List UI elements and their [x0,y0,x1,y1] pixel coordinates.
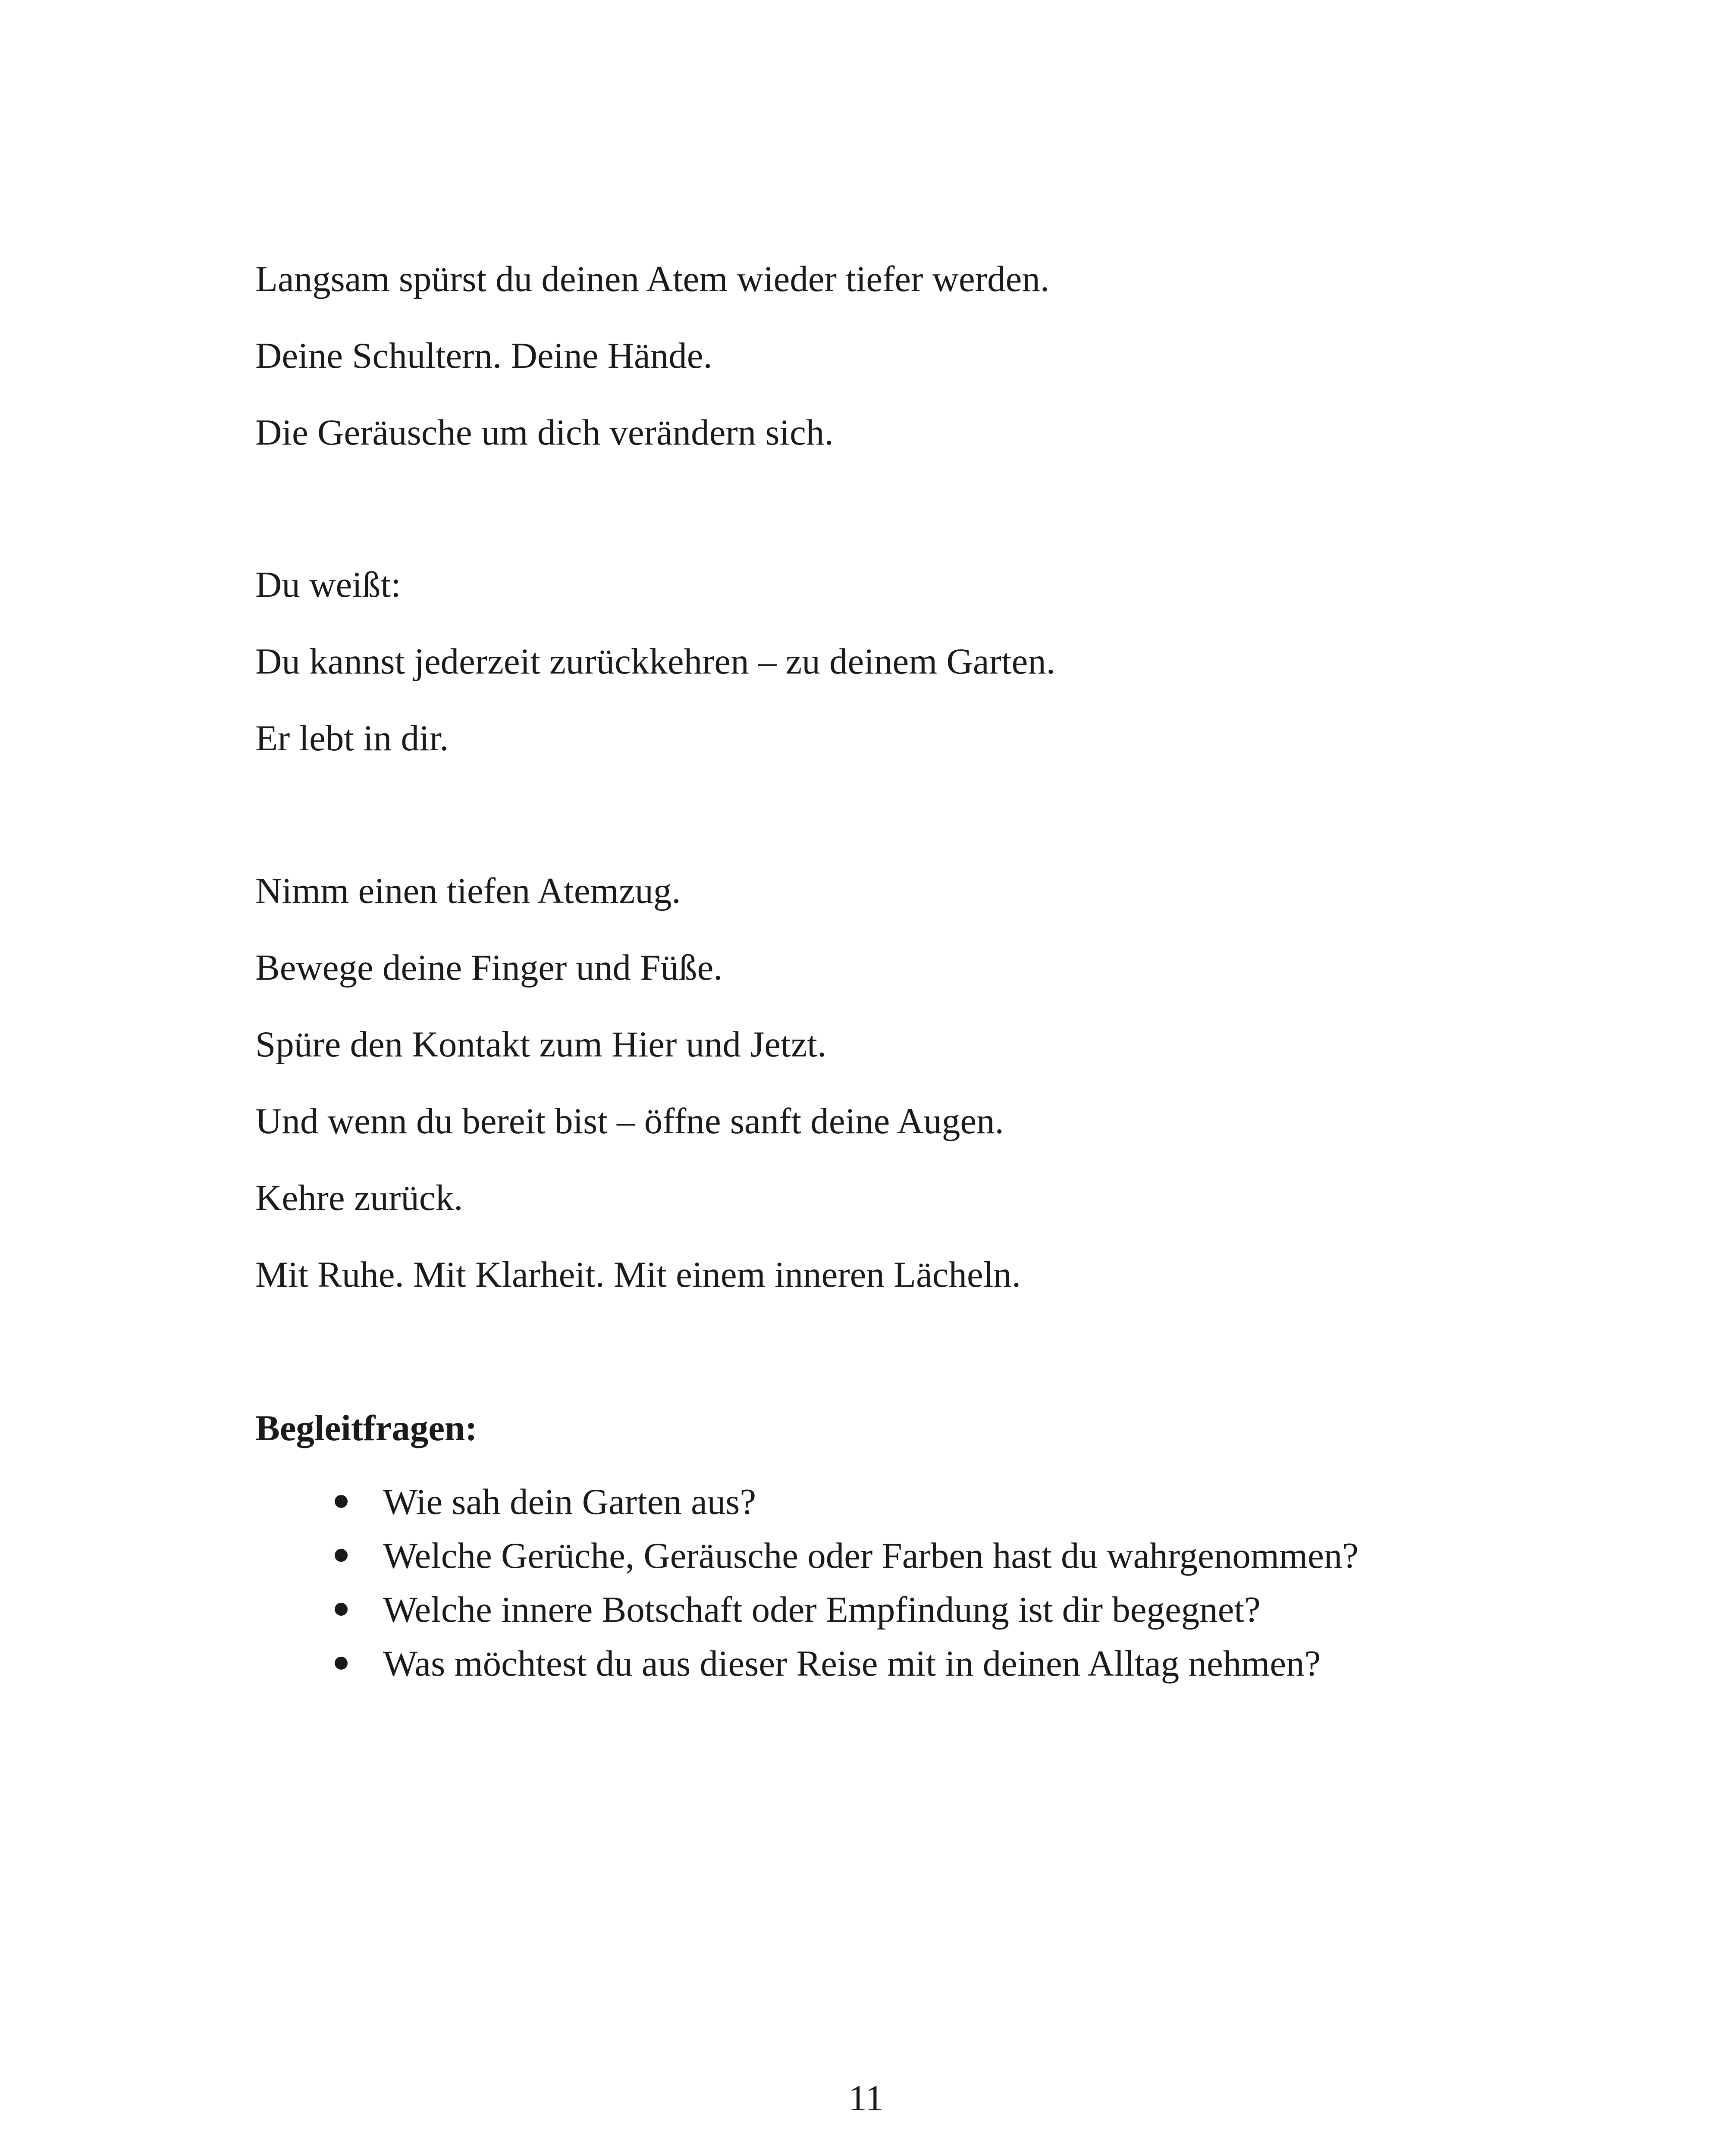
text-line: Er lebt in dir. [255,718,449,758]
question-text: Wie sah dein Garten aus? [383,1482,756,1522]
text-line: Spüre den Kontakt zum Hier und Jetzt. [255,1024,827,1065]
bullet-icon [335,1549,348,1562]
text-line: Du kannst jederzeit zurückkehren – zu deinem Garten. [255,641,1056,682]
question-text: Welche innere Botschaft oder Empfindung ist dir begegnet? [383,1589,1261,1630]
text-line: Kehre zurück. [255,1178,463,1218]
list-item [255,1478,1506,1526]
list-item [255,1532,1506,1579]
questions-list [255,1478,1506,1694]
text-line: Deine Schultern. Deine Hände. [255,335,712,376]
bullet-icon [335,1657,348,1670]
text-line: Langsam spürst du deinen Atem wieder tiefer werden. [255,259,1050,299]
text-line: Du weißt: [255,564,401,605]
bullet-icon [335,1495,348,1508]
paragraph-2 [255,561,1506,792]
text-line: Bewege deine Finger und Füße. [255,947,723,988]
question-text: Welche Gerüche, Geräusche oder Farben hast du wahrgenommen? [383,1536,1359,1576]
bullet-icon [335,1603,348,1616]
text-line: Die Geräusche um dich verändern sich. [255,412,834,453]
text-line: Und wenn du bereit bist – öffne sanft deine Augen. [255,1101,1004,1141]
questions-heading: Begleitfragen: [255,1408,477,1448]
paragraph-1 [255,256,1506,486]
page-number: 11 [848,2078,884,2118]
paragraph-3 [255,868,1506,1328]
list-item [255,1640,1506,1687]
text-line: Nimm einen tiefen Atemzug. [255,871,681,911]
text-line: Mit Ruhe. Mit Klarheit. Mit einem inneren Lächeln. [255,1254,1021,1295]
question-text: Was möchtest du aus dieser Reise mit in deinen Alltag nehmen? [383,1643,1321,1684]
list-item [255,1586,1506,1633]
